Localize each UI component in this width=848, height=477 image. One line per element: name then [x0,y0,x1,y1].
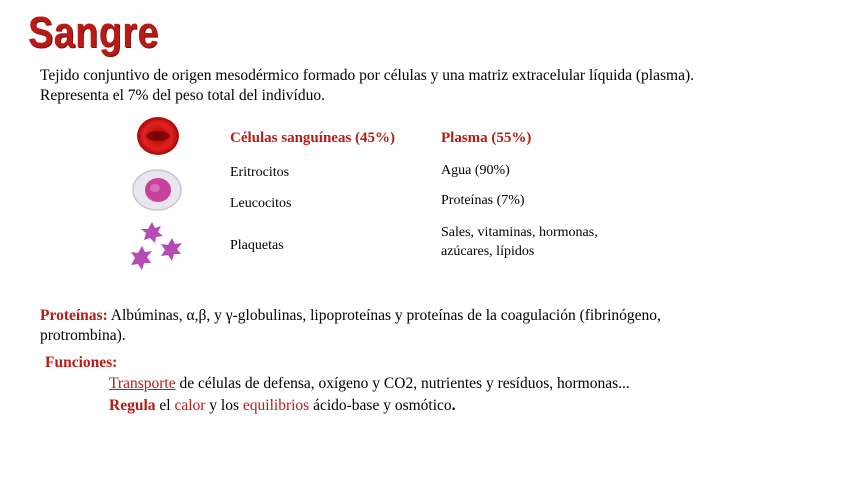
cell-platelets: Plaquetas [230,238,284,253]
platelets-icon [128,220,186,274]
plasma-salts-line1: Sales, vitaminas, hormonas, [441,225,598,240]
regula-y: y los [205,397,243,414]
equilibrios-word: equilibrios [242,397,310,414]
functions-line-regulation [109,396,456,416]
regula-word: Regula [109,397,156,414]
white-blood-cell-icon [131,168,183,212]
regula-el: el [155,397,175,414]
intro-paragraph: Tejido conjuntivo de origen mesodérmico formado por células y una matriz extracelular líquida (plasma). Representa el 7% del peso total del indivíduo. [40,67,694,104]
calor-word: calor [174,397,206,414]
functions-title: Funciones: [45,354,118,371]
plasma-salts-line2: azúcares, lípidos [441,244,535,259]
functions-line-transport [109,374,630,394]
plasma-water: Agua (90%) [441,163,510,178]
cells-column-header: Células sanguíneas (45%) [230,130,396,146]
red-blood-cell-icon [136,116,180,156]
regula-rest: ácido-base y osmótico [309,397,452,414]
plasma-column-header: Plasma (55%) [441,130,532,146]
cell-leukocytes: Leucocitos [230,196,292,211]
plasma-proteins: Proteínas (7%) [441,193,525,208]
proteins-label: Proteínas: [40,307,108,324]
cell-erythrocytes: Eritrocitos [230,165,290,180]
transport-link[interactable]: Transporte [109,375,176,392]
proteins-paragraph [40,306,680,346]
slide-title: Sangre [28,8,159,57]
proteins-text: Albúminas, α,β, y γ-globulinas, lipoproteínas y proteínas de la coagulación (fibrinógeno, protrombina). [40,307,661,344]
transport-text: de células de defensa, oxígeno y CO2, nutrientes y resíduos, hormonas... [175,375,630,392]
regula-end: . [451,397,456,414]
